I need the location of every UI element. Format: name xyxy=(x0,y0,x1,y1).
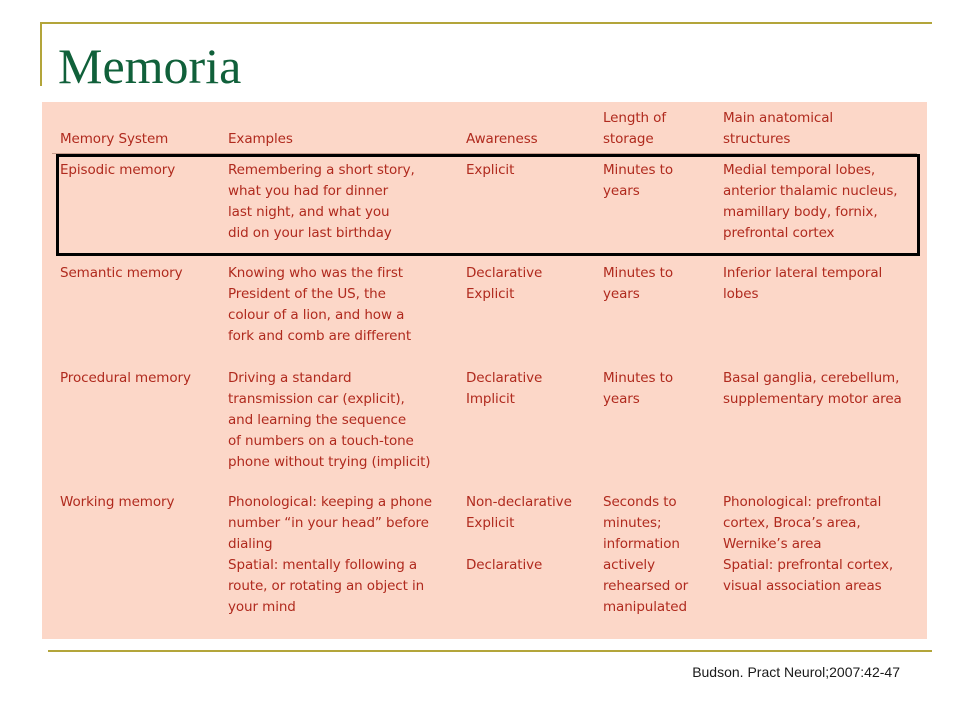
cell-examples: Driving a standard transmission car (explicit), and learning the sequence of numbers on a touch-tone phone without trying (implicit) xyxy=(228,370,431,470)
slide-title: Memoria xyxy=(58,38,242,94)
cell-examples: Phonological: keeping a phone number “in your head” before dialing Spatial: mentally following a route, or rotating an object in your mind xyxy=(228,494,432,615)
cell-system: Episodic memory xyxy=(60,162,176,178)
cell-awareness: Explicit xyxy=(466,162,515,178)
header-memory-system: Memory System xyxy=(60,131,169,147)
cell-examples: Knowing who was the first President of the US, the colour of a lion, and how a fork and comb are different xyxy=(228,265,412,344)
cell-system: Working memory xyxy=(60,494,175,510)
footer-decor-line xyxy=(48,650,932,652)
header-awareness: Awareness xyxy=(466,131,538,147)
cell-storage: Seconds to minutes; information actively rehearsed or manipulated xyxy=(603,494,689,615)
cell-storage: Minutes to years xyxy=(603,162,673,199)
left-decor-line xyxy=(40,22,42,86)
cell-awareness: Non-declarative Explicit Declarative xyxy=(466,494,572,573)
header-examples: Examples xyxy=(228,131,293,147)
cell-awareness: Declarative Explicit xyxy=(466,265,543,302)
cell-structures: Phonological: prefrontal cortex, Broca’s area, Wernike’s area Spatial: prefrontal cortex, visual association areas xyxy=(723,494,894,594)
cell-examples: Remembering a short story, what you had for dinner last night, and what you did on your last birthday xyxy=(228,162,415,241)
cell-system: Semantic memory xyxy=(60,265,183,281)
top-decor-line xyxy=(40,22,932,24)
cell-system: Procedural memory xyxy=(60,370,191,386)
cell-structures: Medial temporal lobes, anterior thalamic nucleus, mamillary body, fornix, prefrontal cortex xyxy=(723,162,898,241)
cell-structures: Basal ganglia, cerebellum, supplementary motor area xyxy=(723,370,902,407)
cell-awareness: Declarative Implicit xyxy=(466,370,543,407)
cell-structures: Inferior lateral temporal lobes xyxy=(723,265,883,302)
episodic-highlight-box xyxy=(56,154,920,256)
cell-storage: Minutes to years xyxy=(603,370,673,407)
citation: Budson. Pract Neurol;2007:42-47 xyxy=(692,664,900,680)
header-length-of-storage: Length of storage xyxy=(603,110,666,147)
header-anatomical-structures: Main anatomical structures xyxy=(723,110,834,147)
cell-storage: Minutes to years xyxy=(603,265,673,302)
